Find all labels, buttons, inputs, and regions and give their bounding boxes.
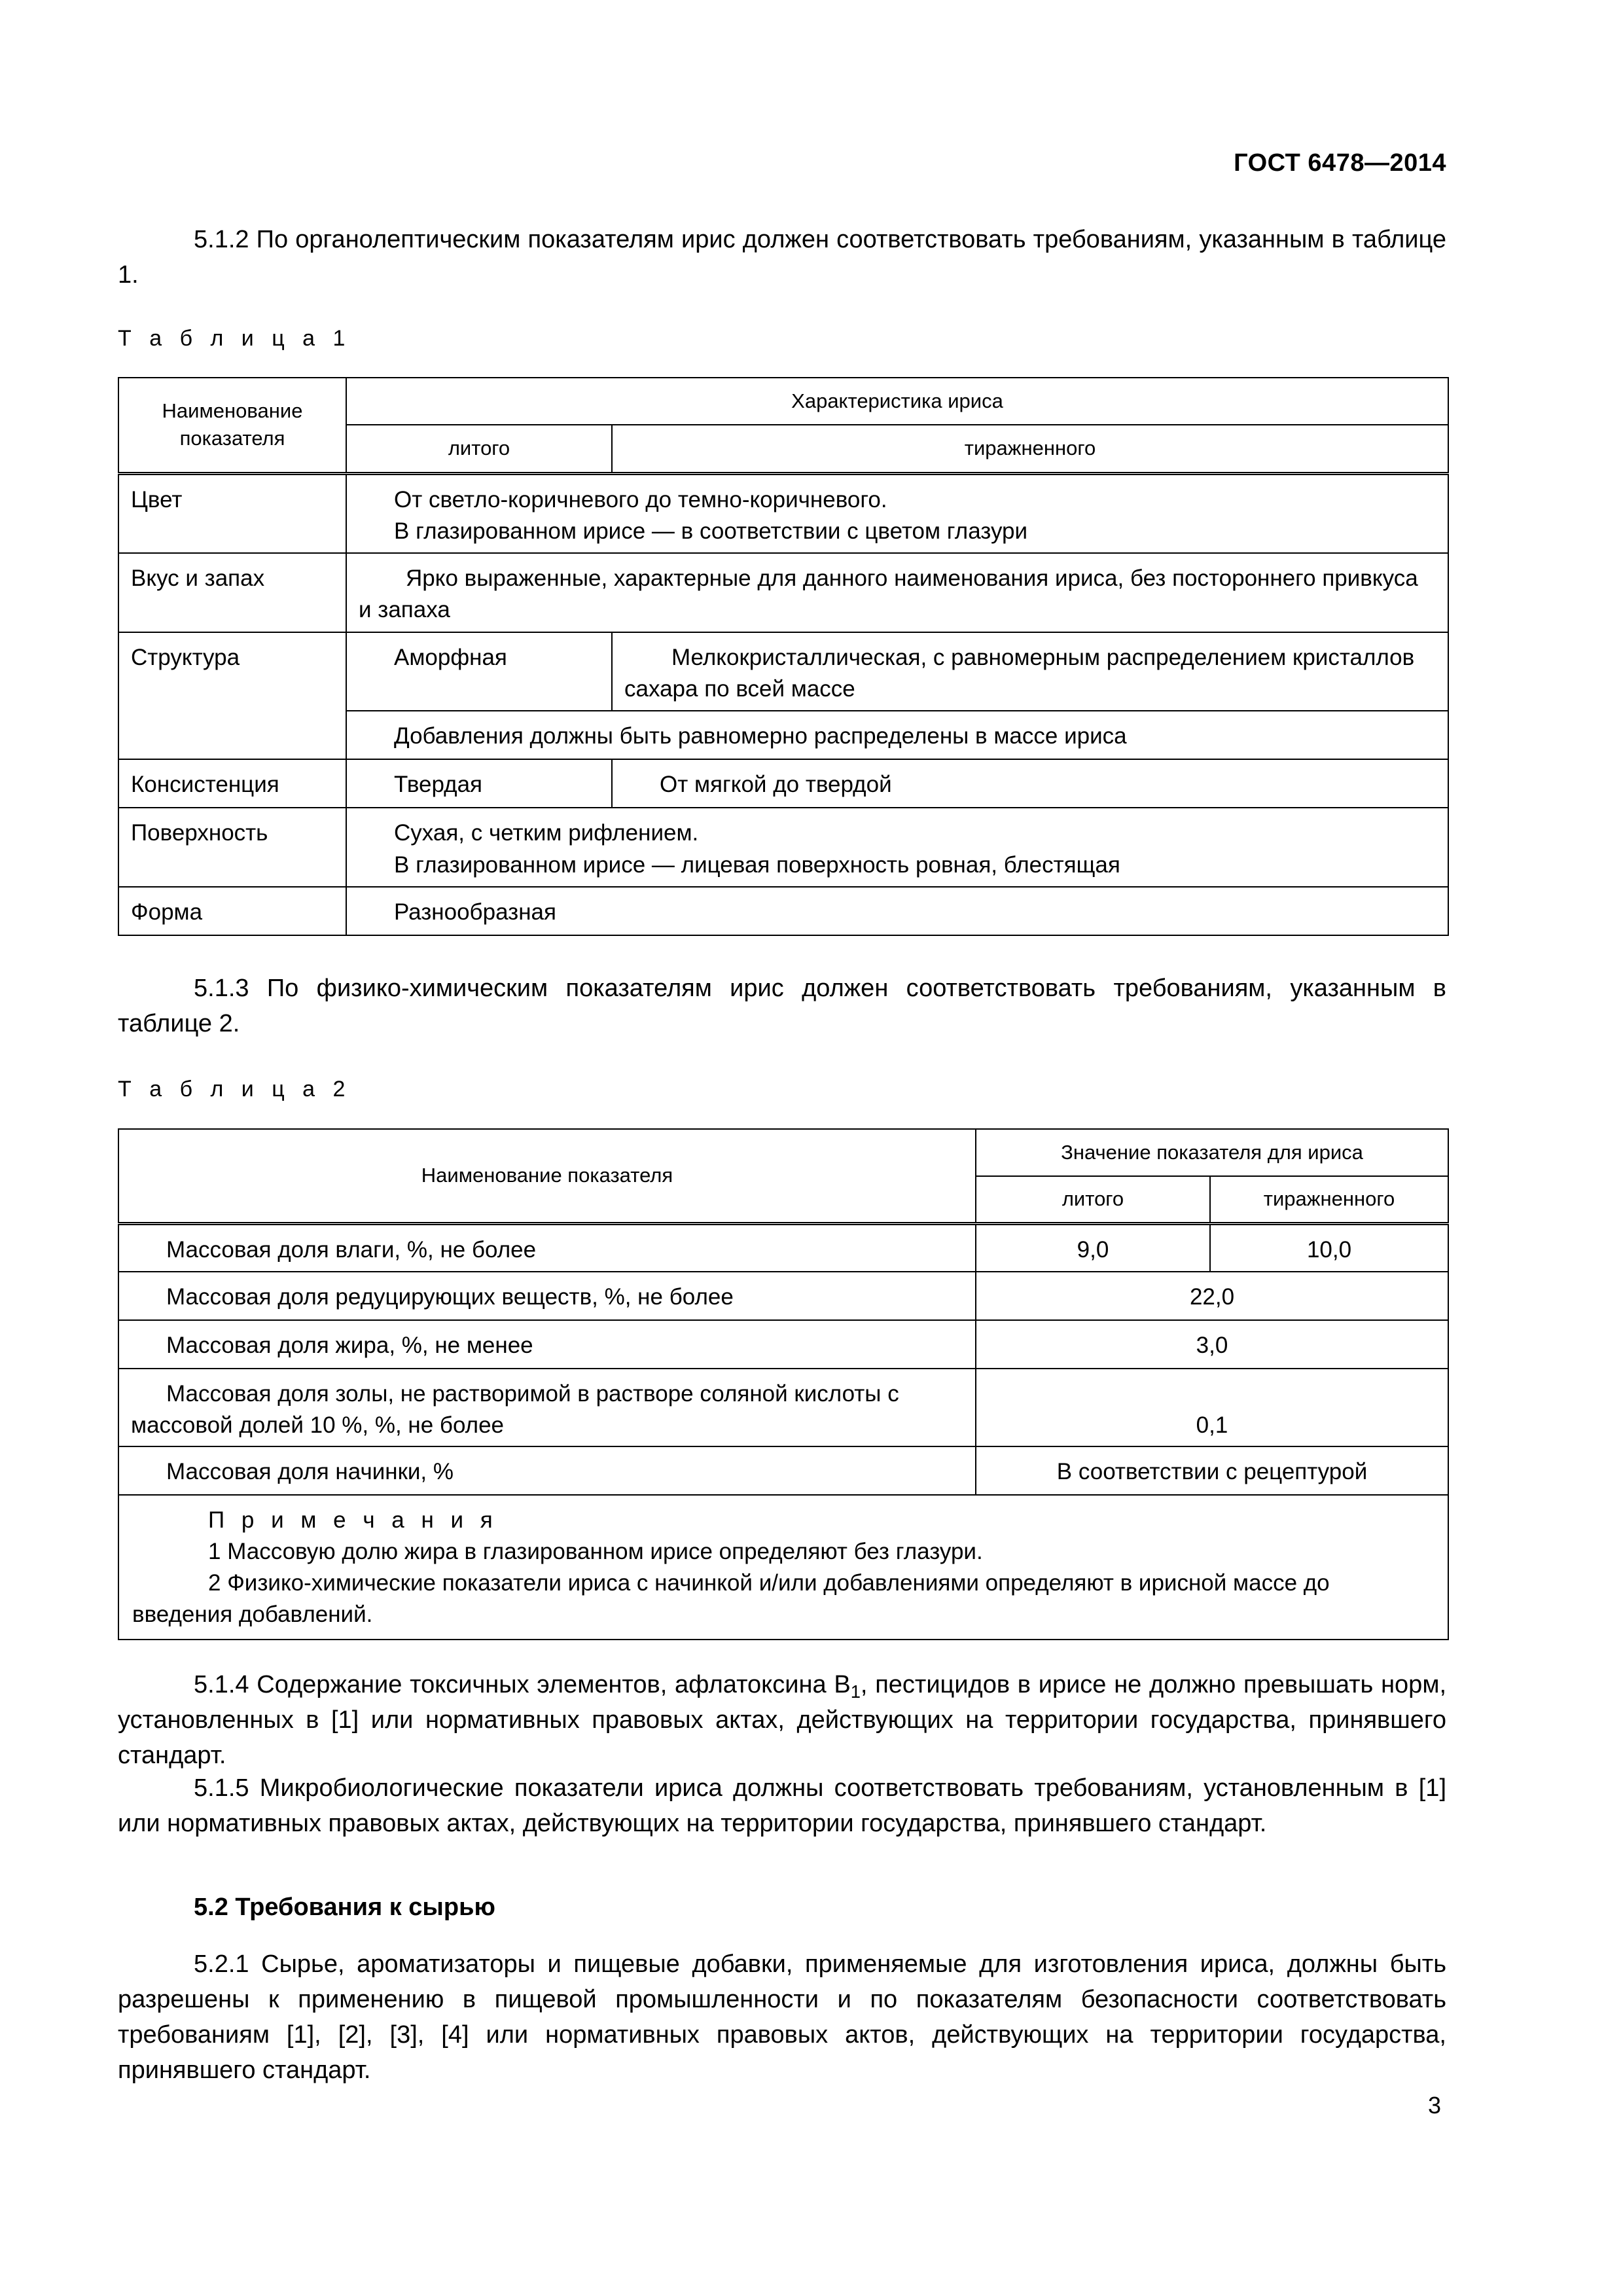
t1-surface-line2: В глазированном ирисе — лицевая поверхность ровная, блестящая bbox=[394, 852, 1120, 878]
table-organoleptic bbox=[118, 377, 1449, 936]
t2-row-fat-name: Массовая доля жира, %, не менее bbox=[166, 1333, 533, 1358]
t1-row-taste-value bbox=[346, 553, 1448, 632]
t1-header-lit: литого bbox=[346, 425, 612, 473]
t2-row-reducing-name: Массовая доля редуцирующих веществ, %, не более bbox=[166, 1284, 734, 1310]
document-code: ГОСТ 6478—2014 bbox=[1234, 149, 1446, 177]
t1-row-structure-name: Структура bbox=[118, 632, 346, 760]
t2-row-reducing-value: 22,0 bbox=[976, 1272, 1448, 1320]
section-heading-5-2: 5.2 Требования к сырью bbox=[194, 1893, 495, 1921]
t2-row-moisture-lit: 9,0 bbox=[976, 1223, 1210, 1272]
table-row bbox=[118, 1446, 1448, 1495]
t1-structure-additions: Добавления должны быть равномерно распределены в массе ириса bbox=[346, 711, 1448, 759]
table-row bbox=[118, 887, 1448, 935]
t2-row-filling-name: Массовая доля начинки, % bbox=[166, 1458, 454, 1484]
t1-row-consistency-name: Консистенция bbox=[118, 759, 346, 808]
t1-shape-value: Разнообразная bbox=[346, 887, 1448, 935]
table-row bbox=[118, 632, 1448, 711]
paragraph-5-1-4 bbox=[118, 1668, 1446, 1774]
t2-row-name bbox=[118, 1320, 976, 1369]
t2-header-tir: тиражненного bbox=[1210, 1176, 1448, 1223]
table-notes bbox=[118, 1495, 1448, 1640]
table-row bbox=[118, 473, 1448, 553]
table-row bbox=[118, 1272, 1448, 1320]
t1-surface-line1: Сухая, с четким рифлением. bbox=[394, 820, 699, 846]
p514-before: 5.1.4 Содержание токсичных элементов, афлатоксина В bbox=[194, 1671, 851, 1698]
table-row bbox=[118, 808, 1448, 887]
t2-row-name bbox=[118, 1272, 976, 1320]
table-row bbox=[118, 553, 1448, 632]
table-notes-row bbox=[118, 1495, 1448, 1640]
table-physicochemical bbox=[118, 1128, 1449, 1640]
page-number: 3 bbox=[1427, 2092, 1441, 2119]
t2-row-name bbox=[118, 1446, 976, 1495]
t2-row-ash-name: Массовая доля золы, не растворимой в растворе соляной кислоты с массовой долей 10 %, %, не более bbox=[131, 1381, 899, 1439]
paragraph-5-1-2: 5.1.2 По органолептическим показателям ирис должен соответствовать требованиям, указанным в таблице 1. bbox=[118, 226, 1446, 289]
t1-color-line2: В глазированном ирисе — в соответствии с цветом глазури bbox=[394, 518, 1028, 544]
t2-row-moisture-tir: 10,0 bbox=[1210, 1223, 1448, 1272]
t2-header-group: Значение показателя для ириса bbox=[976, 1129, 1448, 1176]
table1-caption: Т а б л и ц а 1 bbox=[118, 326, 351, 351]
t1-header-tir: тиражненного bbox=[612, 425, 1448, 473]
table-row bbox=[118, 1223, 1448, 1272]
t1-row-taste-name: Вкус и запах bbox=[118, 553, 346, 632]
p514-subscript: 1 bbox=[850, 1681, 861, 1702]
t1-structure-tir-cell bbox=[612, 632, 1448, 711]
table-row bbox=[118, 1369, 1448, 1446]
t2-header-lit: литого bbox=[976, 1176, 1210, 1223]
paragraph-5-1-5: 5.1.5 Микробиологические показатели ириса должны соответствовать требованиям, установленным в [1] или нормативных правовых актах, действующих на территории государства, принявшего стандарт. bbox=[118, 1774, 1446, 1837]
t1-row-surface-value bbox=[346, 808, 1448, 887]
t1-row-shape-name: Форма bbox=[118, 887, 346, 935]
t1-consistency-lit: Твердая bbox=[346, 759, 612, 808]
table-row bbox=[118, 759, 1448, 808]
t1-row-color-name: Цвет bbox=[118, 473, 346, 553]
t2-row-moisture-name: Массовая доля влаги, %, не более bbox=[166, 1236, 537, 1263]
note-2: 2 Физико-химические показатели ириса с начинкой и/или добавлениями определяют в ирисной массе до введения добавлений. bbox=[132, 1570, 1330, 1628]
t2-row-filling-value: В соответствии с рецептурой bbox=[976, 1446, 1448, 1495]
t1-row-surface-name: Поверхность bbox=[118, 808, 346, 887]
t1-taste-text: Ярко выраженные, характерные для данного наименования ириса, без постороннего привкуса и запаха bbox=[359, 565, 1418, 623]
t2-row-name bbox=[118, 1223, 976, 1272]
table-row bbox=[118, 1320, 1448, 1369]
note-1: 1 Массовую долю жира в глазированном ирисе определяют без глазури. bbox=[208, 1538, 983, 1564]
t1-structure-lit: Аморфная bbox=[346, 632, 612, 711]
p514-after: , пестицидов в ирисе не должно превышать норм, установленных в [1] или нормативных правовых актах, действующих на территории государства, принявшего стандарт. bbox=[118, 1671, 1447, 1769]
t2-row-name bbox=[118, 1369, 976, 1446]
paragraph-5-1-3: 5.1.3 По физико-химическим показателям ирис должен соответствовать требованиям, указанным в таблице 2. bbox=[118, 975, 1446, 1037]
t1-consistency-tir: От мягкой до твердой bbox=[612, 759, 1448, 808]
t2-row-ash-value: 0,1 bbox=[976, 1369, 1448, 1446]
t2-row-fat-value: 3,0 bbox=[976, 1320, 1448, 1369]
notes-title: П р и м е ч а н и я bbox=[208, 1507, 498, 1533]
t1-color-line1: От светло-коричневого до темно-коричневого. bbox=[394, 486, 887, 512]
t1-structure-tir: Мелкокристаллическая, с равномерным распределением кристаллов сахара по всей массе bbox=[624, 644, 1415, 702]
t1-row-color-value bbox=[346, 473, 1448, 553]
t2-header-name: Наименование показателя bbox=[118, 1129, 976, 1223]
table2-caption: Т а б л и ц а 2 bbox=[118, 1077, 351, 1102]
t1-header-group: Характеристика ириса bbox=[346, 378, 1448, 425]
t1-header-name: Наименование показателя bbox=[118, 378, 346, 473]
paragraph-5-2-1: 5.2.1 Сырье, ароматизаторы и пищевые добавки, применяемые для изготовления ириса, должны быть разрешены к применению в пищевой промышленности и по показателям безопасности соответствовать требованиям [1], [2], [3], [4] или нормативных правовых актов, действующих на территории государства, принявшего стандарт. bbox=[118, 1950, 1446, 2084]
